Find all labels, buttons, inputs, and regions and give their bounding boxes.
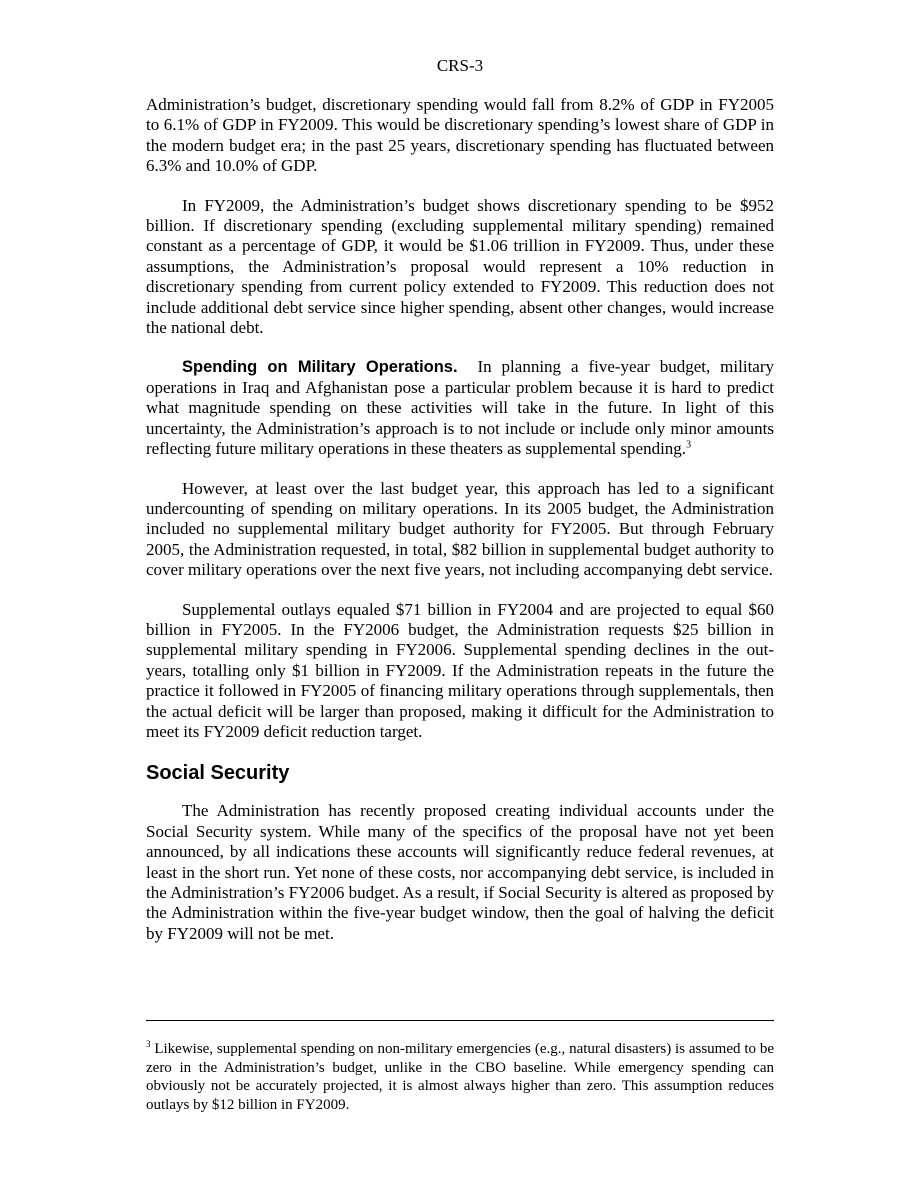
paragraph-discretionary-fy2009: In FY2009, the Administration’s budget shows discretionary spending to be $952 billion. If discretionary spending (excluding supplemental military spending) remained constant as a percentage of GDP, it would be $1.06 trillion in FY2009. Thus, under these assumptions, the Administration’s proposal would represent a 10% reduction in discretionary spending from current policy extended to FY2009. This reduction does not include additional debt service since higher spending, absent other changes, would increase the national debt. bbox=[146, 195, 774, 338]
page-number-header: CRS-3 bbox=[436, 56, 484, 75]
paragraph-undercounting: However, at least over the last budget year, this approach has led to a significant undercounting of spending on military operations. In its 2005 budget, the Administration included no supplemental military budget authority for FY2005. But through February 2005, the Administration requested, in total, $82 billion in supplemental budget authority to cover military operations over the next five years, not including accompanying debt service. bbox=[146, 478, 774, 580]
main-content bbox=[146, 95, 774, 963]
footnote-text: Likewise, supplemental spending on non-military emergencies (e.g., natural disasters) is assumed to be zero in the Administration’s budget, unlike in the CBO baseline. While emergency spending can obviously not be accurately projected, it is almost always higher than zero. This assumption reduces outlays by $12 billion in FY2009. bbox=[146, 1041, 774, 1113]
footnote-reference-3[interactable]: 3 bbox=[686, 439, 692, 451]
footnote-divider bbox=[146, 1020, 774, 1021]
military-operations-text: In planning a five-year budget, military operations in Iraq and Afghanistan pose a particular problem because it is hard to predict what magnitude spending on these activities will take in the future. In light of this uncertainty, the Administration’s approach is to not include or include only minor amounts reflecting future military operations in these theaters as supplemental spending. bbox=[146, 357, 774, 459]
paragraph-discretionary-share: Administration’s budget, discretionary spending would fall from 8.2% of GDP in FY2005 to 6.1% of GDP in FY2009. This would be discretionary spending’s lowest share of GDP in the modern budget era; in the past 25 years, discretionary spending has fluctuated between 6.3% and 10.0% of GDP. bbox=[146, 95, 774, 176]
military-operations-run-in-heading: Spending on Military Operations. bbox=[182, 358, 458, 377]
paragraph-supplemental-outlays: Supplemental outlays equaled $71 billion in FY2004 and are projected to equal $60 billion in FY2005. In the FY2006 budget, the Administration requests $25 billion in supplemental military spending in FY2006. Supplemental spending declines in the out-years, totalling only $1 billion in FY2009. If the Administration repeats in the future the practice it followed in FY2005 of financing military operations through supplementals, then the actual deficit will be larger than proposed, making it difficult for the Administration to meet its FY2009 deficit reduction target. bbox=[146, 599, 774, 741]
section-heading-social-security: Social Security bbox=[146, 762, 290, 785]
paragraph-military-operations bbox=[146, 357, 774, 459]
footnote-number: 3 bbox=[146, 1039, 151, 1049]
paragraph-social-security: The Administration has recently proposed creating individual accounts under the Social Security system. While many of the specifics of the proposal have not yet been announced, by all indications these accounts will significantly reduce federal revenues, at least in the short run. Yet none of these costs, nor accompanying debt service, is included in the Administration’s FY2006 budget. As a result, if Social Security is altered as proposed by the Administration within the five-year budget window, then the goal of halving the deficit by FY2009 will not be met. bbox=[146, 801, 774, 943]
footnote-3 bbox=[146, 1040, 774, 1114]
